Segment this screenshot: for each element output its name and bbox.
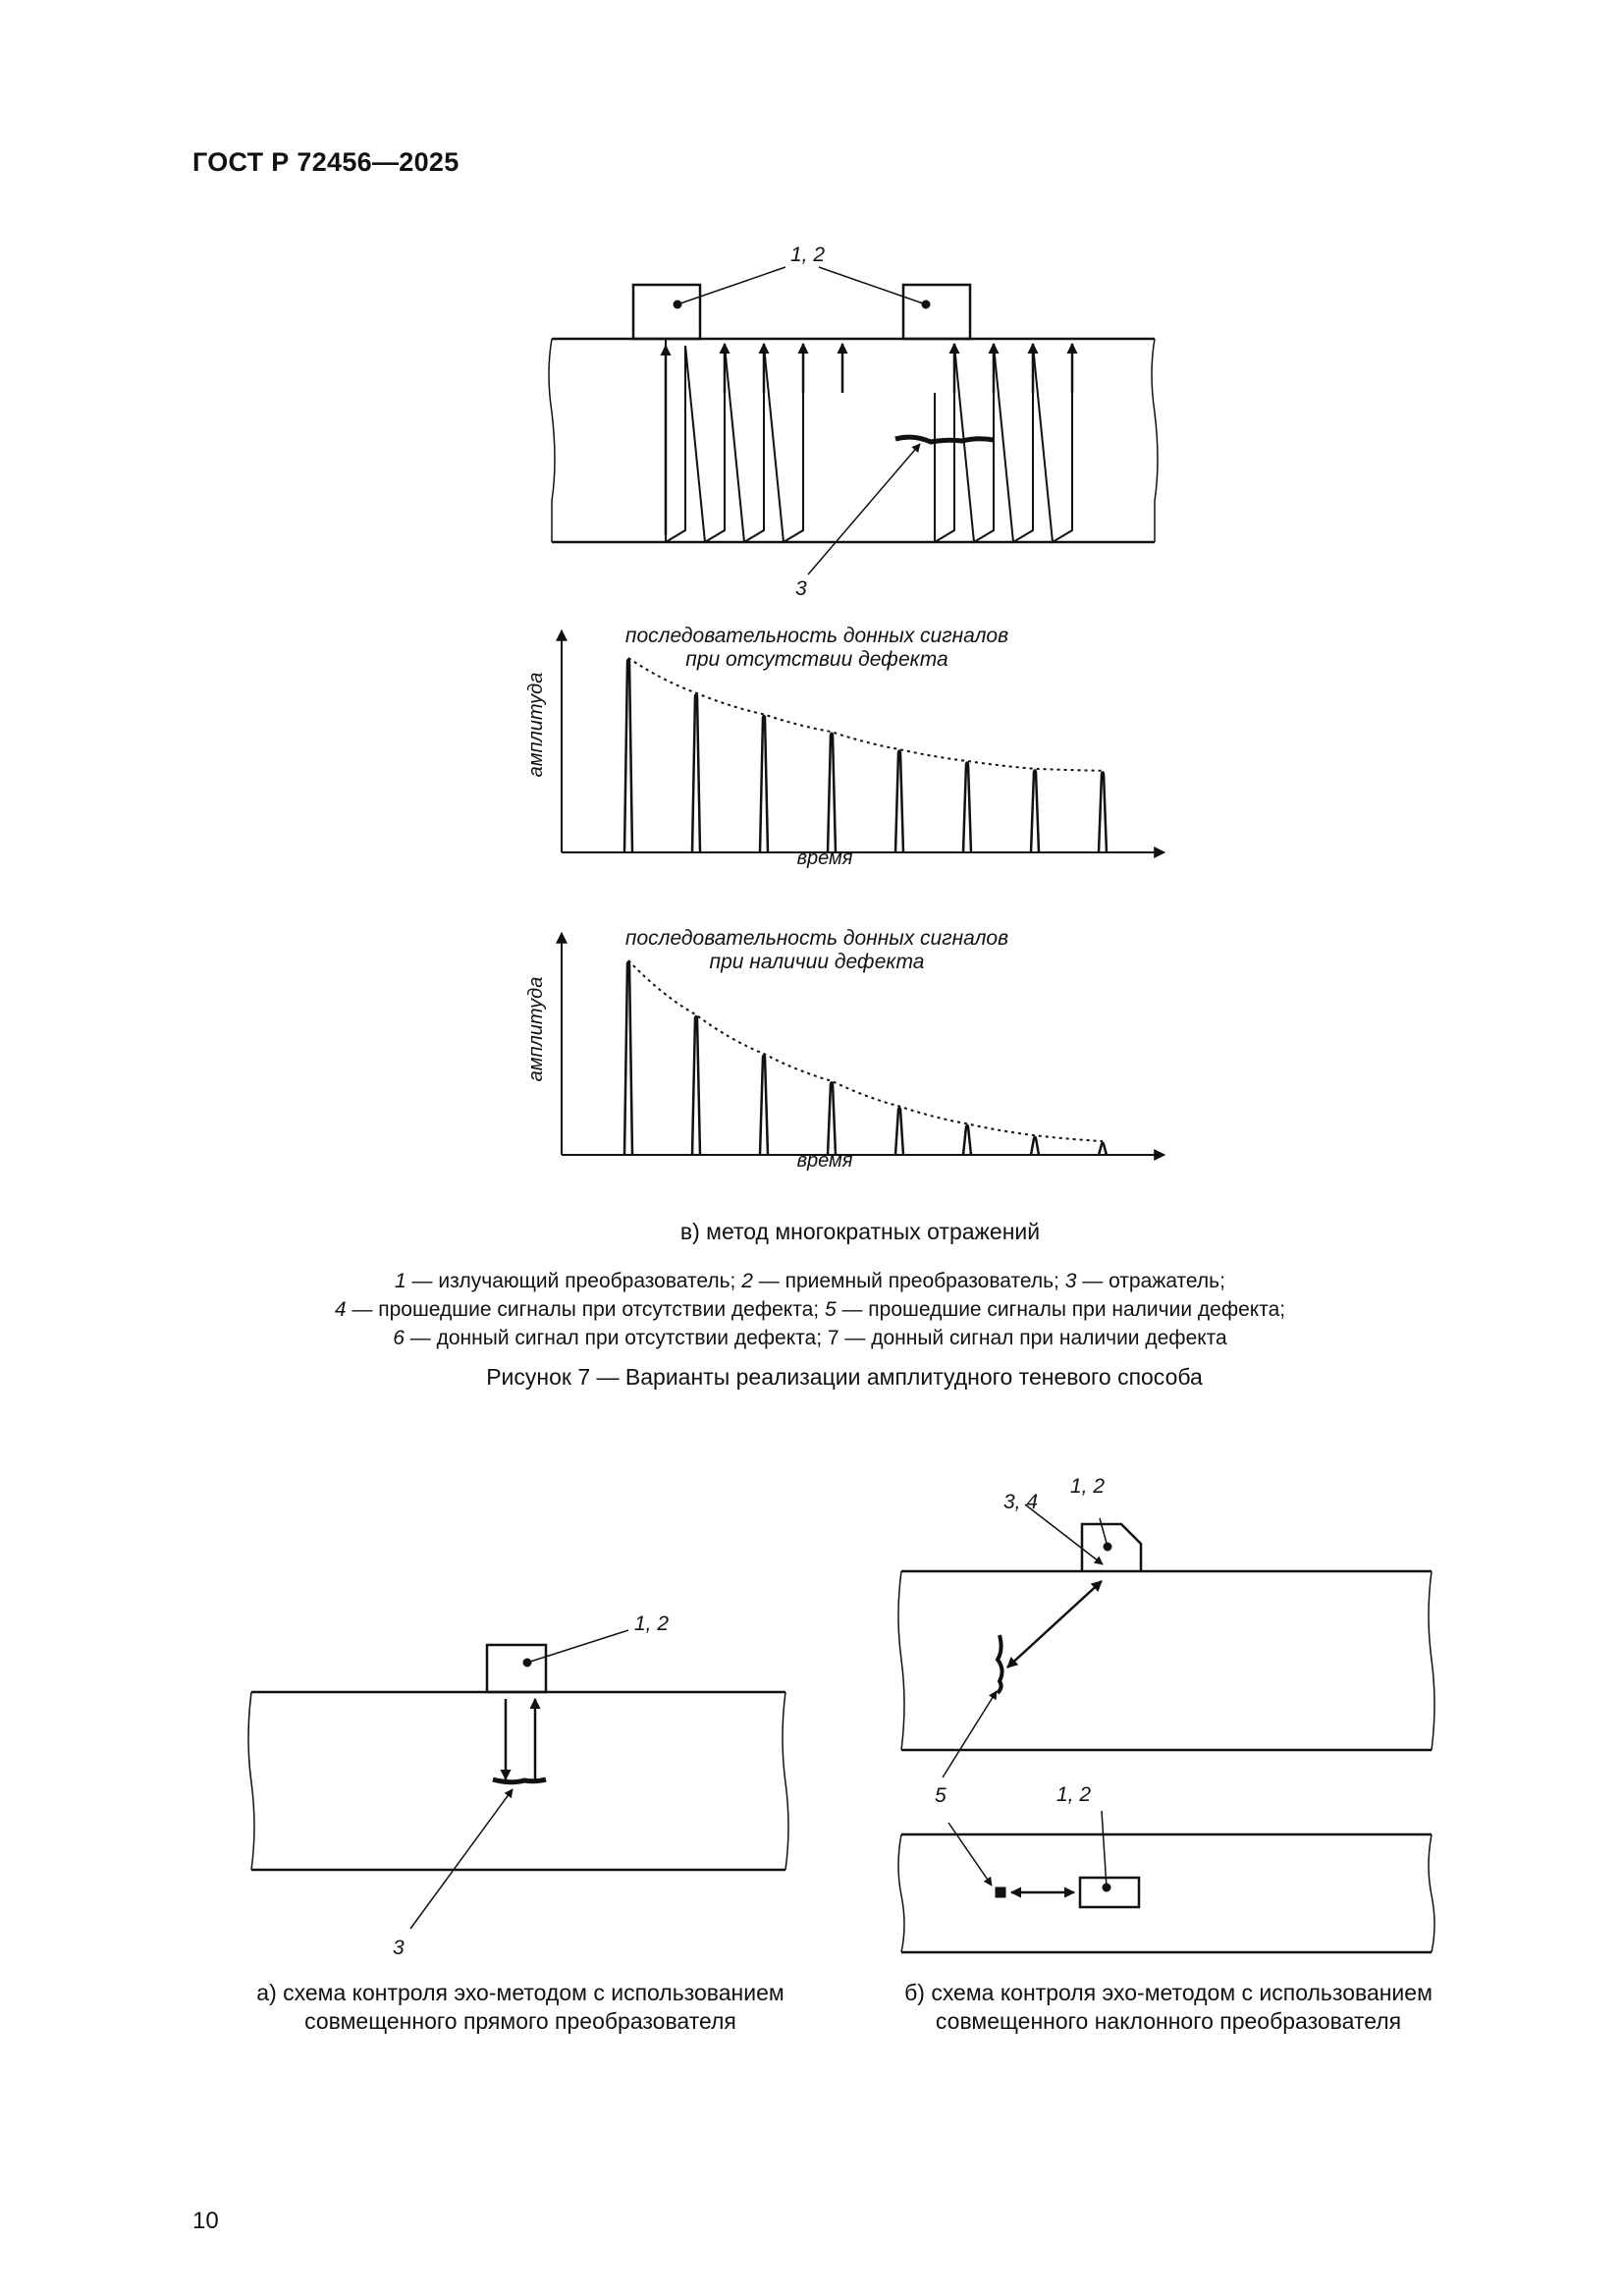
chart2-pulse: [1099, 1143, 1107, 1155]
legend-number: 1: [395, 1270, 406, 1292]
chart1-pulse: [1031, 770, 1039, 852]
label-transducer-b-bottom: 1, 2: [1056, 1783, 1092, 1806]
legend-text: — прошедшие сигналы при отсутствии дефекта;: [346, 1298, 825, 1321]
legend-number: 5: [824, 1298, 837, 1321]
defect-b-upper: [998, 1635, 1002, 1693]
chart1-title-line1: последовательность донных сигналов: [624, 625, 1009, 647]
document-header: ГОСТ Р 72456—2025: [192, 147, 460, 177]
caption-scheme-v: в) метод многократных отражений: [679, 1219, 1041, 1244]
chart1-envelope: [628, 658, 1103, 771]
label-defect-b: 5: [935, 1784, 947, 1807]
transducer-right: [903, 285, 970, 339]
label-transducer-b-top: 1, 2: [1070, 1475, 1106, 1498]
scheme-a-block: [248, 1630, 788, 1929]
chart2-pulse: [895, 1108, 903, 1155]
chart1-pulse: [760, 716, 768, 852]
transducer-straight: [487, 1645, 546, 1692]
caption-scheme-b-line2: совмещенного наклонного преобразователя: [935, 2008, 1402, 2034]
reflector-a: [493, 1779, 546, 1782]
scheme-v-block: [549, 267, 1158, 574]
chart2-pulse: [624, 962, 632, 1156]
chart1-pulse: [692, 694, 700, 852]
chart1-title-line2: при отсутствии дефекта: [685, 648, 948, 671]
caption-scheme-a: [216, 1979, 825, 2036]
chart2-ylabel: амплитуда: [525, 976, 547, 1082]
caption-scheme-b: [864, 1979, 1473, 2036]
chart1-pulse: [1099, 772, 1107, 852]
chart2-pulse: [963, 1125, 971, 1155]
legend-text: — донный сигнал при отсутствии дефекта; 7 — донный сигнал при наличии дефекта: [404, 1327, 1227, 1349]
chart1-xlabel: время: [796, 847, 853, 869]
caption-scheme-a-line2: совмещенного прямого преобразователя: [304, 2008, 736, 2034]
legend-number: 2: [741, 1270, 753, 1292]
chart2-pulse: [828, 1082, 836, 1155]
chart1-pulse: [895, 751, 903, 852]
legend-number: 4: [334, 1298, 347, 1321]
chart2-pulse: [692, 1016, 700, 1155]
label-transducers-v: 1, 2: [790, 244, 826, 266]
legend-number: 3: [1064, 1270, 1077, 1292]
legend-line-1: [245, 1267, 1375, 1295]
legend-text: — отражатель;: [1076, 1270, 1225, 1292]
reflector-defect: [895, 437, 994, 442]
figure7-title: Рисунок 7 — Варианты реализации амплитудного теневого способа: [486, 1364, 1203, 1390]
figure7-legend: [245, 1267, 1375, 1352]
label-reflector-a: 3: [393, 1937, 405, 1959]
chart1-pulse: [828, 734, 836, 852]
label-transducer-a: 1, 2: [634, 1613, 670, 1635]
legend-text: — приемный преобразователь;: [752, 1270, 1065, 1292]
chart1-pulse: [624, 660, 632, 853]
legend-text: — прошедшие сигналы при наличии дефекта;: [836, 1298, 1286, 1321]
chart2-pulse: [760, 1056, 768, 1155]
legend-line-3: [245, 1324, 1375, 1352]
chart2-pulse: [1031, 1137, 1039, 1155]
legend-line-2: [245, 1295, 1375, 1324]
chart1-pulse: [963, 762, 971, 852]
page-number: 10: [192, 2208, 219, 2234]
caption-scheme-a-line1: а) схема контроля эхо-методом с использованием: [256, 1980, 784, 2005]
transducer-left: [633, 285, 700, 339]
transducer-angled-topview: [1080, 1878, 1139, 1907]
label-reflector-v: 3: [795, 577, 807, 600]
chart1-ylabel: амплитуда: [525, 672, 547, 778]
defect-b-lower: [996, 1887, 1005, 1897]
chart2-xlabel: время: [796, 1150, 853, 1172]
legend-number: 6: [393, 1327, 405, 1349]
scheme-b-block: [898, 1504, 1434, 1952]
chart2-title-line2: при наличии дефекта: [709, 951, 925, 973]
label-beam-b: 3, 4: [1003, 1491, 1039, 1513]
legend-text: — излучающий преобразователь;: [406, 1270, 742, 1292]
caption-scheme-b-line1: б) схема контроля эхо-методом с использованием: [904, 1980, 1433, 2005]
chart2-title-line1: последовательность донных сигналов: [624, 927, 1009, 950]
